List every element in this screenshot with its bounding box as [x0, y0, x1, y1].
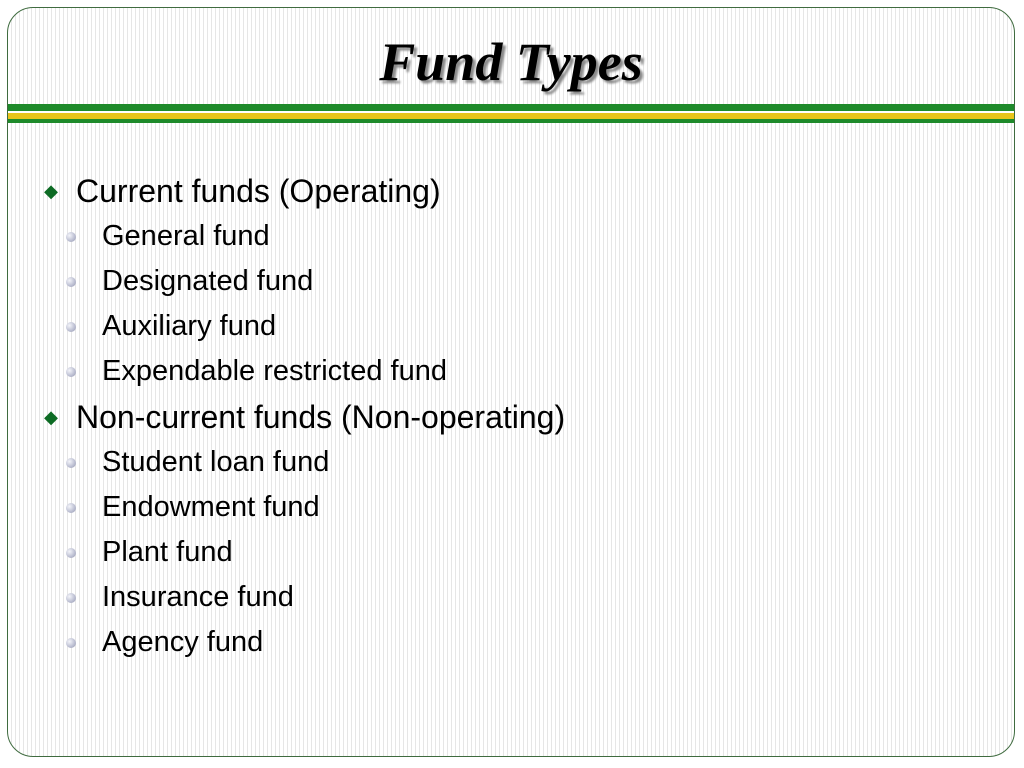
circle-bullet-icon — [66, 458, 76, 468]
list-item-label: General fund — [102, 220, 270, 252]
list-item-label: Plant fund — [102, 536, 233, 568]
list-item-label: Endowment fund — [102, 491, 320, 523]
circle-bullet-icon — [66, 638, 76, 648]
diamond-icon: ◆ — [44, 407, 58, 427]
list-item — [8, 259, 1014, 304]
slide — [7, 7, 1015, 757]
title-divider-green-top — [8, 104, 1014, 111]
circle-bullet-icon — [66, 367, 76, 377]
section-label: Current funds (Operating) — [76, 173, 441, 209]
list-item — [8, 620, 1014, 665]
list-item-label: Expendable restricted fund — [102, 355, 447, 387]
circle-bullet-icon — [66, 277, 76, 287]
list-item-label: Insurance fund — [102, 581, 294, 613]
section-label: Non-current funds (Non-operating) — [76, 399, 566, 435]
list-item — [8, 440, 1014, 485]
list-item — [8, 304, 1014, 349]
circle-bullet-icon — [66, 232, 76, 242]
list-item-label: Designated fund — [102, 265, 314, 297]
list-item — [8, 575, 1014, 620]
list-item-label: Auxiliary fund — [102, 310, 277, 342]
circle-bullet-icon — [66, 503, 76, 513]
circle-bullet-icon — [66, 322, 76, 332]
title-divider-green-bottom — [8, 119, 1014, 123]
slide-title: Fund Types — [379, 32, 643, 92]
bullet-list — [8, 168, 1014, 665]
circle-bullet-icon — [66, 593, 76, 603]
list-item — [8, 349, 1014, 394]
list-item-label: Student loan fund — [102, 446, 330, 478]
list-item — [8, 485, 1014, 530]
diamond-icon: ◆ — [44, 181, 58, 201]
list-item — [8, 214, 1014, 259]
list-item — [8, 530, 1014, 575]
section-non-current-funds — [8, 394, 1014, 440]
list-item-label: Agency fund — [102, 626, 264, 658]
circle-bullet-icon — [66, 548, 76, 558]
section-current-funds — [8, 168, 1014, 214]
